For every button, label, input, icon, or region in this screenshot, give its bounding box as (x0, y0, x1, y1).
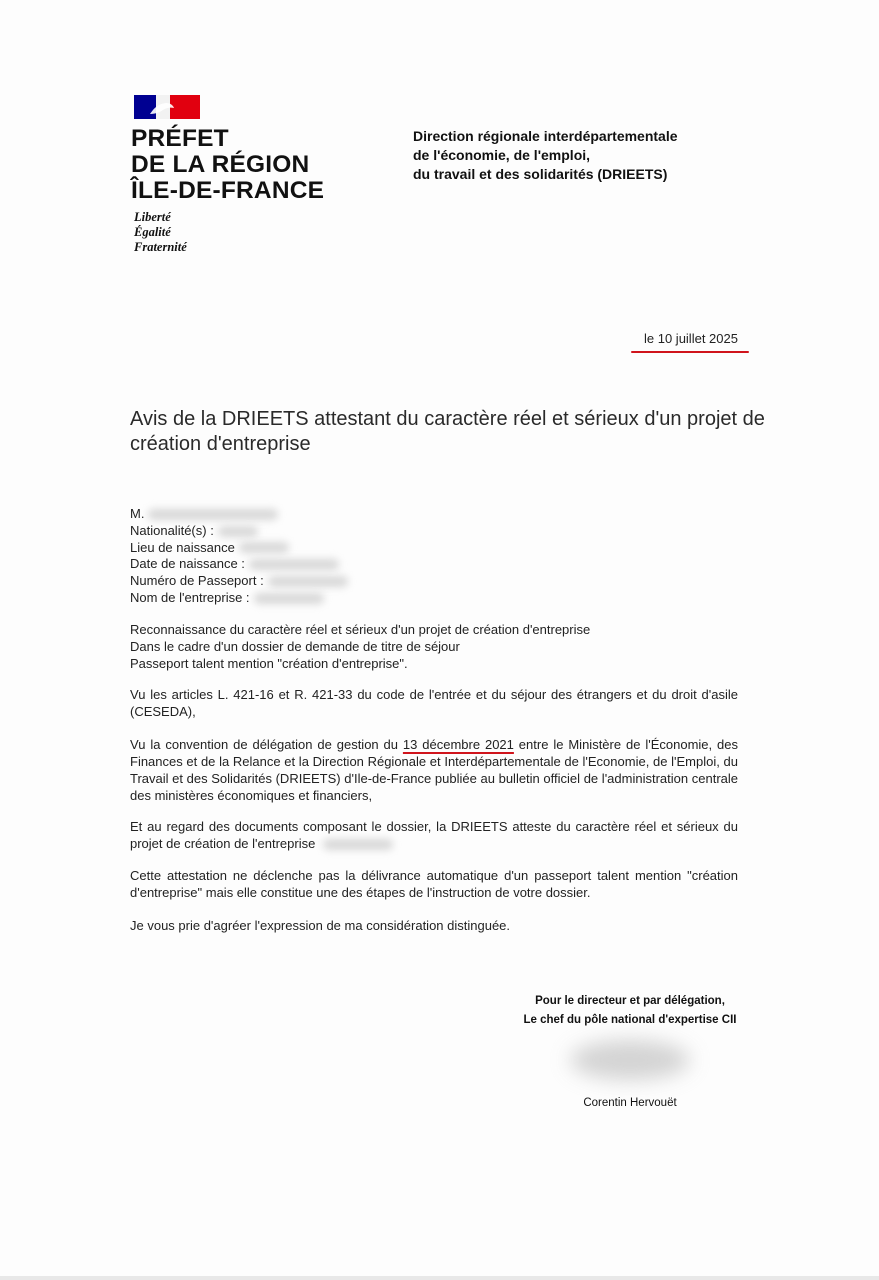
signature-line: Pour le directeur et par délégation, (535, 995, 725, 1007)
logo-title-line: ÎLE-DE-FRANCE (131, 177, 325, 204)
signer-name: Corentin Hervouët (583, 1097, 677, 1109)
republic-motto (134, 210, 187, 255)
signature-line: Le chef du pôle national d'expertise CII (523, 1014, 737, 1026)
direction-line: Direction régionale interdépartementale (413, 128, 678, 144)
direction-header (413, 127, 678, 184)
redacted-value (239, 542, 289, 553)
field-row (130, 506, 348, 523)
redacted-value (323, 839, 393, 850)
prefecture-logo-title (131, 126, 324, 204)
paragraph-text: Et au regard des documents composant le dossier, la DRIEETS atteste du caractère réel et sérieux du projet de création de l'entreprise (130, 819, 738, 851)
paragraph-text: Vu la convention de délégation de gestion du (130, 737, 403, 752)
motto-line: Liberté (134, 210, 171, 224)
paragraph-disclaimer: Cette attestation ne déclenche pas la délivrance automatique d'un passeport talent mention "création d'entreprise" mais elle constitue une des étapes de l'instruction de votre dossier. (130, 868, 738, 900)
redacted-signature (570, 1040, 690, 1080)
field-label: Numéro de Passeport : (130, 573, 264, 589)
field-row (130, 573, 348, 590)
paragraph-ceseda: Vu les articles L. 421-16 et R. 421-33 du code de l'entrée et du séjour des étrangers et du droit d'asile (CESEDA), (130, 687, 738, 719)
direction-line: de l'économie, de l'emploi, (413, 147, 591, 163)
paragraph-text: entre le Ministère de l'Économie, des Finances et de la Relance et la Direction Régionale et Interdépartementale de l'Economie, de l'Emploi, du Travail et des Solidarités (DRIEETS) d'Ile-de-France publiée au bulletin officiel de l'administration centrale des ministères économiques et financiers, (130, 737, 738, 803)
page-edge (0, 1276, 879, 1280)
recognition-line: Passeport talent mention "création d'entreprise". (130, 656, 408, 671)
field-row (130, 523, 348, 540)
field-row (130, 556, 348, 573)
letter-date: le 10 juillet 2025 (644, 331, 738, 346)
redacted-value (249, 559, 339, 570)
motto-line: Égalité (134, 225, 171, 239)
date-annotation-underline (631, 351, 749, 353)
field-label: Lieu de naissance (130, 539, 235, 555)
paragraph-attestation (130, 818, 738, 852)
recognition-block (130, 621, 590, 672)
logo-title-line: DE LA RÉGION (131, 151, 310, 178)
field-row (130, 540, 348, 557)
field-row (130, 590, 348, 607)
marianne-icon (146, 100, 176, 116)
motto-line: Fraternité (134, 240, 187, 254)
redacted-value (218, 526, 258, 537)
convention-date-underlined: 13 décembre 2021 (402, 737, 514, 752)
field-label: Nationalité(s) : (130, 522, 214, 538)
recognition-line: Reconnaissance du caractère réel et sérieux d'un projet de création d'entreprise (130, 622, 591, 637)
direction-line: du travail et des solidarités (DRIEETS) (413, 166, 668, 182)
redacted-value (268, 576, 348, 587)
recognition-line: Dans le cadre d'un dossier de demande de titre de séjour (130, 639, 460, 654)
redacted-value (148, 509, 278, 520)
field-label: Nom de l'entreprise : (130, 589, 250, 605)
logo-title-line: PRÉFET (131, 125, 229, 152)
document-title: Avis de la DRIEETS attestant du caractère réel et sérieux d'un projet de création d'entreprise (130, 408, 765, 455)
paragraph-closing: Je vous prie d'agréer l'expression de ma considération distinguée. (130, 918, 511, 933)
identity-fields (130, 506, 348, 607)
redacted-value (254, 593, 324, 604)
field-label: Date de naissance : (130, 556, 245, 572)
paragraph-convention (130, 736, 738, 804)
field-label: M. (130, 506, 145, 521)
